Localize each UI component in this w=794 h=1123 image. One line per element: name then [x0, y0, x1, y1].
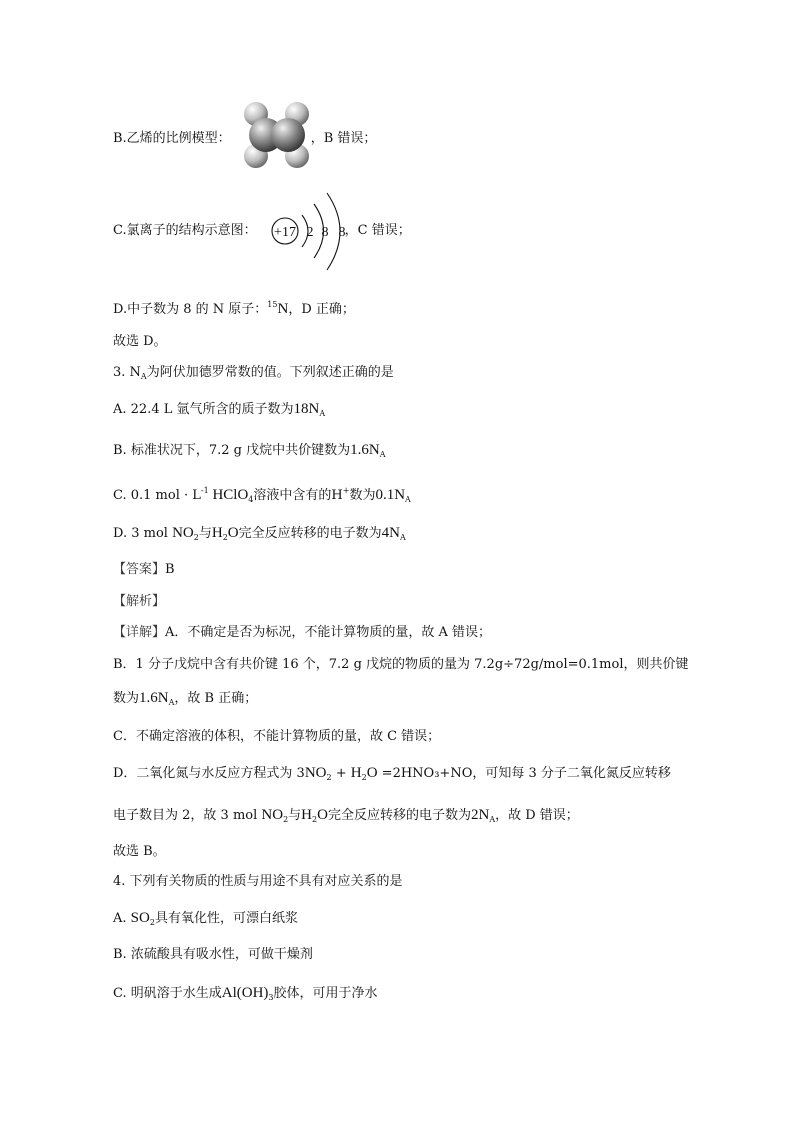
question-3-stem: 3. $N_A$为阿伏加德罗常数的值。下列叙述正确的是	[113, 365, 394, 381]
option-c-end: ，C 错误；	[344, 223, 411, 238]
detail-b-line-1: B．1 分子戊烷中含有共价键 16 个，7.2 g 戊烷的物质的量为 7.2g÷72g/mol=0.1mol，则共价键	[113, 657, 689, 672]
conclusion-line: 故选 D。	[113, 334, 167, 349]
chloride-ion-structure-diagram	[269, 190, 359, 276]
question-4-option-b: B. 浓硫酸具有吸水性，可做干燥剂	[113, 947, 313, 962]
option-c-label: C.氯离子的结构示意图：	[113, 223, 257, 238]
question-4-stem: 4. 下列有关物质的性质与用途不具有对应关系的是	[113, 874, 403, 889]
question-3-option-d: D. 3 mol $NO_2$与$H_2O$完全反应转移的电子数为$4N_A$	[113, 525, 406, 542]
option-c-line	[113, 222, 411, 240]
carbon-atom	[271, 118, 305, 152]
answer-label: 【答案】	[113, 562, 166, 577]
shell-electron-count: 8	[338, 225, 346, 240]
question-3-option-c: C. 0.1 mol · $L^{-1}$ HClO$_4$溶液中含有的H+数为$0.1N_A$	[113, 486, 411, 504]
option-b-label: B.乙烯的比例模型：	[113, 131, 231, 146]
analysis-label: 【解析】	[113, 594, 166, 609]
shell-electron-count: 2	[306, 225, 314, 240]
nucleus-charge: +17	[274, 225, 296, 240]
ethene-space-filling-model	[240, 100, 314, 170]
element-symbol: N	[277, 301, 289, 317]
shell-electron-count: 8	[321, 225, 329, 240]
option-b-end: ，B 错误；	[310, 131, 377, 146]
answer-line	[113, 561, 175, 579]
question-4-option-c: C. 明矾溶于水生成$Al(OH)_3$胶体，可用于净水	[113, 985, 378, 1002]
option-d-line: D.中子数为 8 的 N 原子：$^{15}$N，D 正确；	[113, 300, 355, 317]
detail-b-line-2: 数为$1.6N_A$，故 B 正确；	[113, 690, 258, 707]
detail-a-line: 【详解】A．不确定是否为标况，不能计算物质的量，故 A 错误；	[113, 625, 492, 640]
question-3-conclusion: 故选 B。	[113, 844, 166, 859]
question-3-option-b: B. 标准状况下，7.2 g 戊烷中共价键数为$1.6N_A$	[113, 442, 386, 459]
detail-d-line-1: D．二氧化氮与水反应方程式为 $3NO_2 + H_2O =2HNO_3+NO$，可知每 3 分子二氧化氮反应转移	[113, 765, 671, 782]
question-4-option-a: A. $SO_2$具有氧化性，可漂白纸浆	[113, 910, 298, 927]
question-3-option-a: A. 22.4 L 氩气所含的质子数为$18N_A$	[113, 401, 326, 418]
answer-value: B	[165, 562, 175, 577]
detail-label: 【详解】	[113, 625, 166, 640]
mass-number: 15	[267, 300, 278, 309]
detail-d-line-2: 电子数目为 2，故 3 mol $NO_2$与$H_2O$完全反应转移的电子数为$2N_A$，故 D 错误；	[113, 807, 579, 824]
detail-c-line: C．不确定溶液的体积，不能计算物质的量，故 C 错误；	[113, 729, 441, 744]
